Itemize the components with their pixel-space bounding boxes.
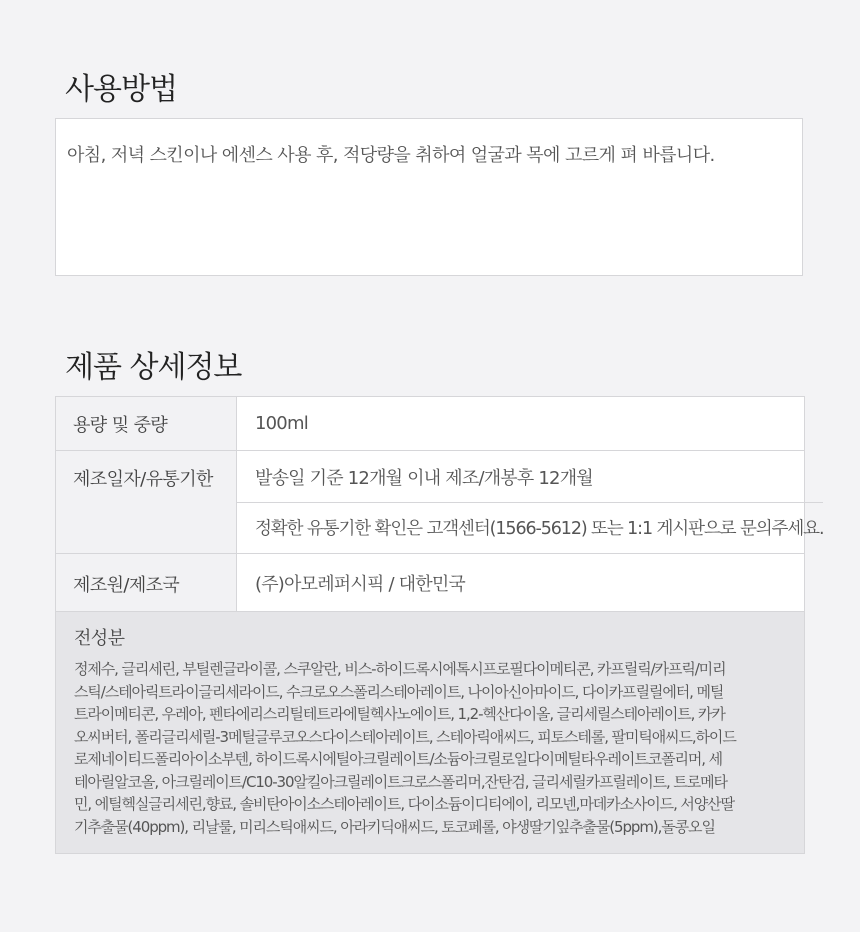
- volume-value: 100ml: [255, 413, 308, 434]
- ingredients-label: 전성분: [74, 628, 125, 649]
- maker-label: 제조원/제조국: [56, 554, 237, 611]
- ingredients-line: 기추출물(40ppm), 리날룰, 미리스틱애씨드, 아라키딕애씨드, 토코페롤, 야생딸기잎추출물(5ppm),돌콩오일: [74, 817, 715, 836]
- ingredients-line: 로제네이티드폴리아이소부텐, 하이드록시에틸아크릴레이트/소듐아크릴로일다이메틸타우레이트코폴리머, 세: [74, 750, 722, 768]
- usage-section-title: 사용방법: [65, 72, 177, 107]
- usage-box: [55, 118, 803, 276]
- ingredients-line: 민, 에틸헥실글리세린,향료, 솔비탄아이소스테아레이트, 다이소듐이디티에이, 리모넨,마데카소사이드, 서양산딸: [74, 795, 734, 813]
- date-value: 발송일 기준 12개월 이내 제조/개봉후 12개월: [237, 451, 823, 503]
- details-section-title: 제품 상세정보: [65, 350, 242, 385]
- ingredients-line: 정제수, 글리세린, 부틸렌글라이콜, 스쿠알란, 비스-하이드록시에톡시프로필다이메티콘, 카프릴릭/카프릭/미리: [74, 660, 726, 678]
- volume-row: [56, 397, 804, 451]
- ingredients-line: 테아릴알코올, 아크릴레이트/C10-30알킬아크릴레이트크로스폴리머,잔탄검, 글리세릴카프릴레이트, 트로메타: [74, 772, 727, 791]
- date-row: [56, 451, 824, 554]
- ingredients-line: 스틱/스테아릭트라이글리세라이드, 수크로오스폴리스테아레이트, 나이아신아마이드, 다이카프릴릴에터, 메틸: [74, 682, 724, 701]
- ingredients-line: 오씨버터, 폴리글리세릴-3메틸글루코오스다이스테아레이트, 스테아릭애씨드, 피토스테롤, 팔미틱애씨드,하이드: [74, 727, 736, 746]
- date-label: 제조일자/유통기한: [56, 451, 237, 553]
- ingredients-line: 트라이메티콘, 우레아, 펜타에리스리틸테트라에틸헥사노에이트, 1,2-헥산다이올, 글리세릴스테아레이트, 카카: [74, 705, 725, 723]
- ingredients-block: [56, 612, 804, 853]
- date-note: 정확한 유통기한 확인은 고객센터(1566-5612) 또는 1:1 게시판으로 문의주세요.: [255, 519, 824, 539]
- maker-value: (주)아모레퍼시픽 / 대한민국: [255, 573, 466, 595]
- volume-label: 용량 및 중량: [56, 397, 237, 450]
- usage-text: 아침, 저녁 스킨이나 에센스 사용 후, 적당량을 취하여 얼굴과 목에 고르게 펴 바릅니다.: [67, 145, 715, 166]
- product-details-table: [55, 396, 824, 854]
- maker-row: [56, 554, 804, 612]
